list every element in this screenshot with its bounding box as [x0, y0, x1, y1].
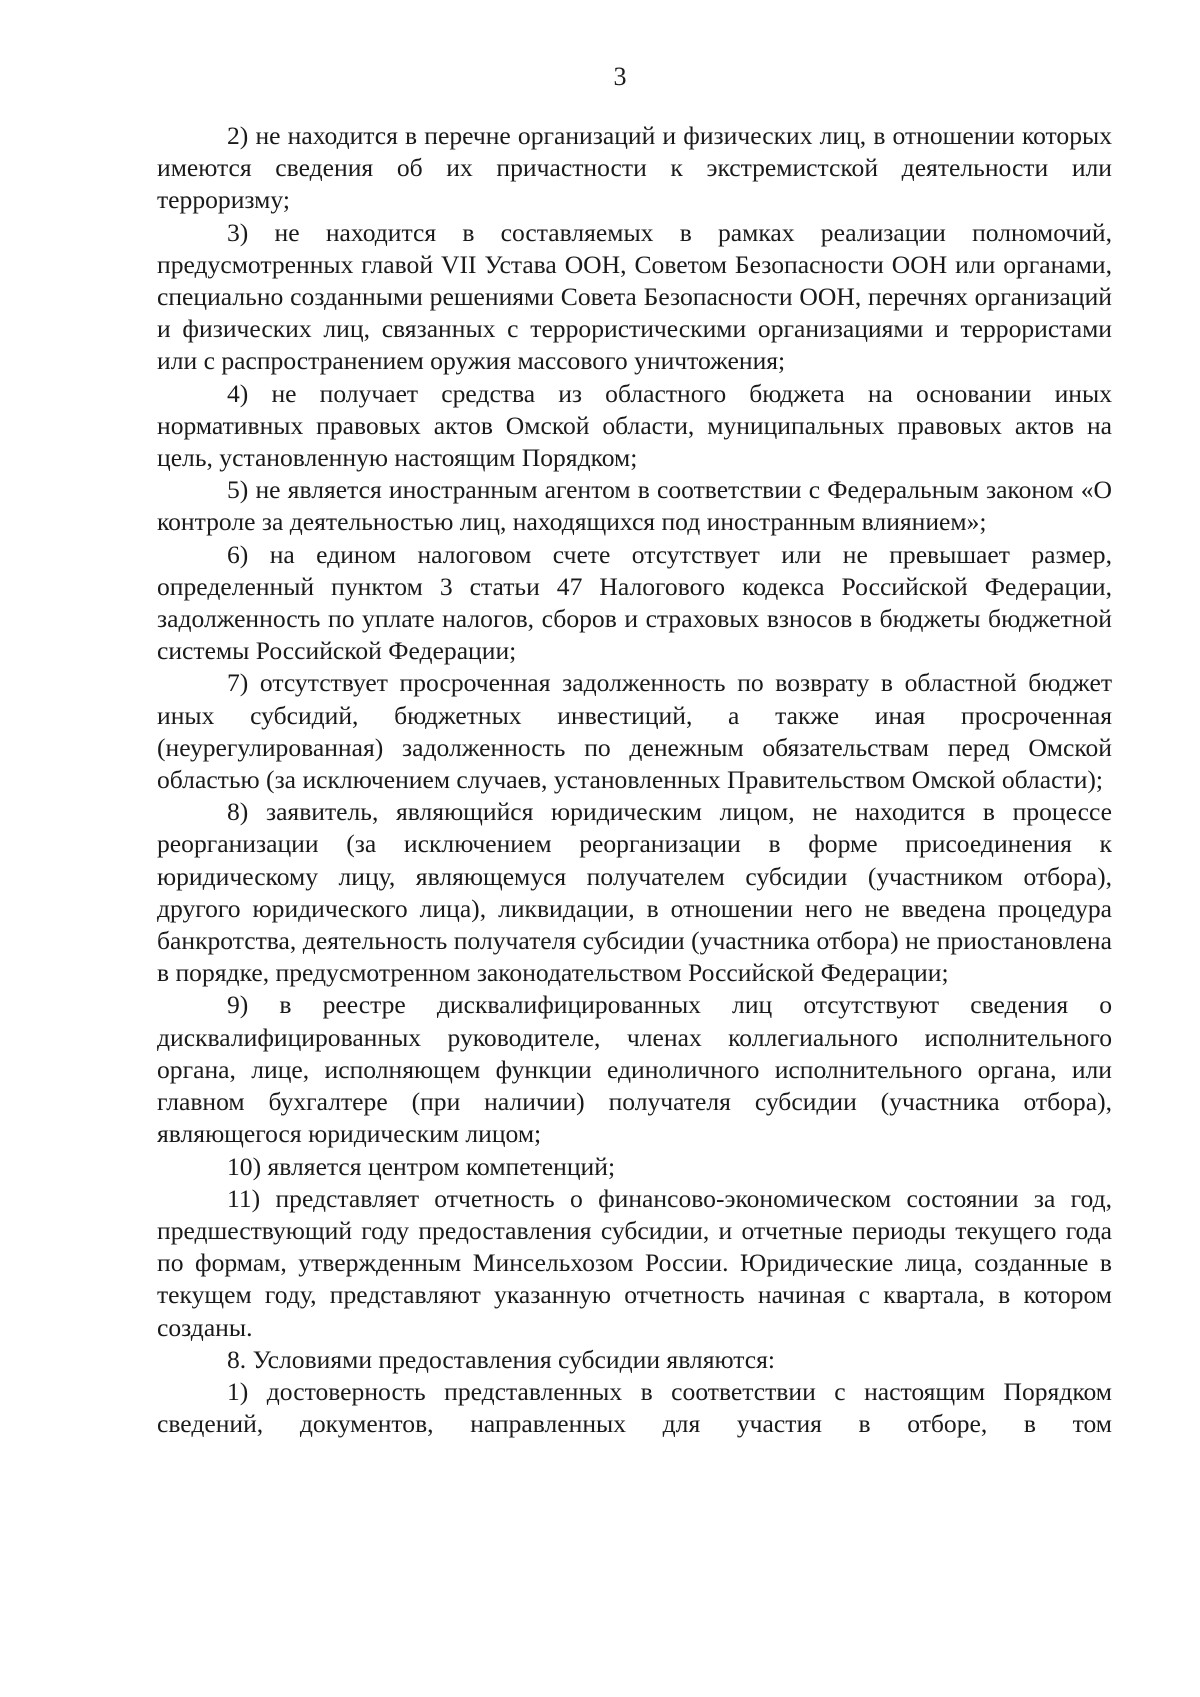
section-8-heading: 8. Условиями предоставления субсидии являются:: [227, 1344, 776, 1374]
paragraph-item-5: 5) не является иностранным агентом в соответствии с Федеральным законом «О контроле за деятельностью лиц, находящихся под иностранным влиянием»;: [157, 475, 1112, 537]
paragraph-item-6: 6) на едином налоговом счете отсутствует или не превышает размер, определенный пунктом 3 статьи 47 Налогового кодекса Российской Федерации, задолженность по уплате налогов, сборов и страховых взносов в бюджеты бюджетной системы Российской Федерации;: [157, 539, 1112, 666]
paragraph-item-7: 7) отсутствует просроченная задолженность по возврату в областной бюджет иных субсидий, бюджетных инвестиций, а также иная просроченная (неурегулированная) задолженность по денежным обязательствам перед Омской областью (за исключением случаев, установленных Правительством Омской области);: [157, 668, 1112, 795]
page-number: 3: [613, 62, 627, 91]
paragraph-item-10: 10) является центром компетенций;: [227, 1151, 616, 1181]
paragraph-item-11: 11) представляет отчетность о финансово-экономическом состоянии за год, предшествующий году предоставления субсидии, и отчетные периоды текущего года по формам, утвержденным Минсельхозом России. Юридические лица, созданные в текущем году, представляют указанную отчетность начиная с квартала, в котором созданы.: [157, 1183, 1112, 1342]
paragraph-item-2: 2) не находится в перечне организаций и физических лиц, в отношении которых имеются сведения об их причастности к экстремистской деятельности или терроризму;: [157, 121, 1112, 215]
condition-item-1: 1) достоверность представленных в соответствии с настоящим Порядком сведений, документов, направленных для участия в отборе, в том: [157, 1376, 1112, 1439]
paragraph-item-9: 9) в реестре дисквалифицированных лиц отсутствуют сведения о дисквалифицированных руководителе, членах коллегиального исполнительного органа, лице, исполняющем функции единоличного исполнительного органа, или главном бухгалтере (при наличии) получателя субсидии (участника отбора), являющегося юридическим лицом;: [157, 990, 1112, 1149]
paragraph-item-4: 4) не получает средства из областного бюджета на основании иных нормативных правовых актов Омской области, муниципальных правовых актов на цель, установленную настоящим Порядком;: [157, 378, 1112, 473]
paragraph-item-8: 8) заявитель, являющийся юридическим лицом, не находится в процессе реорганизации (за исключением реорганизации в форме присоединения к юридическому лицу, являющемуся получателем субсидии (участником отбора), другого юридического лица), ликвидации, в отношении него не введена процедура банкротства, деятельность получателя субсидии (участника отбора) не приостановлена в порядке, предусмотренном законодательством Российской Федерации;: [157, 797, 1112, 988]
paragraph-item-3: 3) не находится в составляемых в рамках реализации полномочий, предусмотренных главой VII Устава ООН, Советом Безопасности ООН или органами, специально созданными решениями Совета Безопасности ООН, перечнях организаций и физических лиц, связанных с террористическими организациями и террористами или с распространением оружия массового уничтожения;: [157, 217, 1112, 376]
document-body: [157, 120, 1112, 1440]
